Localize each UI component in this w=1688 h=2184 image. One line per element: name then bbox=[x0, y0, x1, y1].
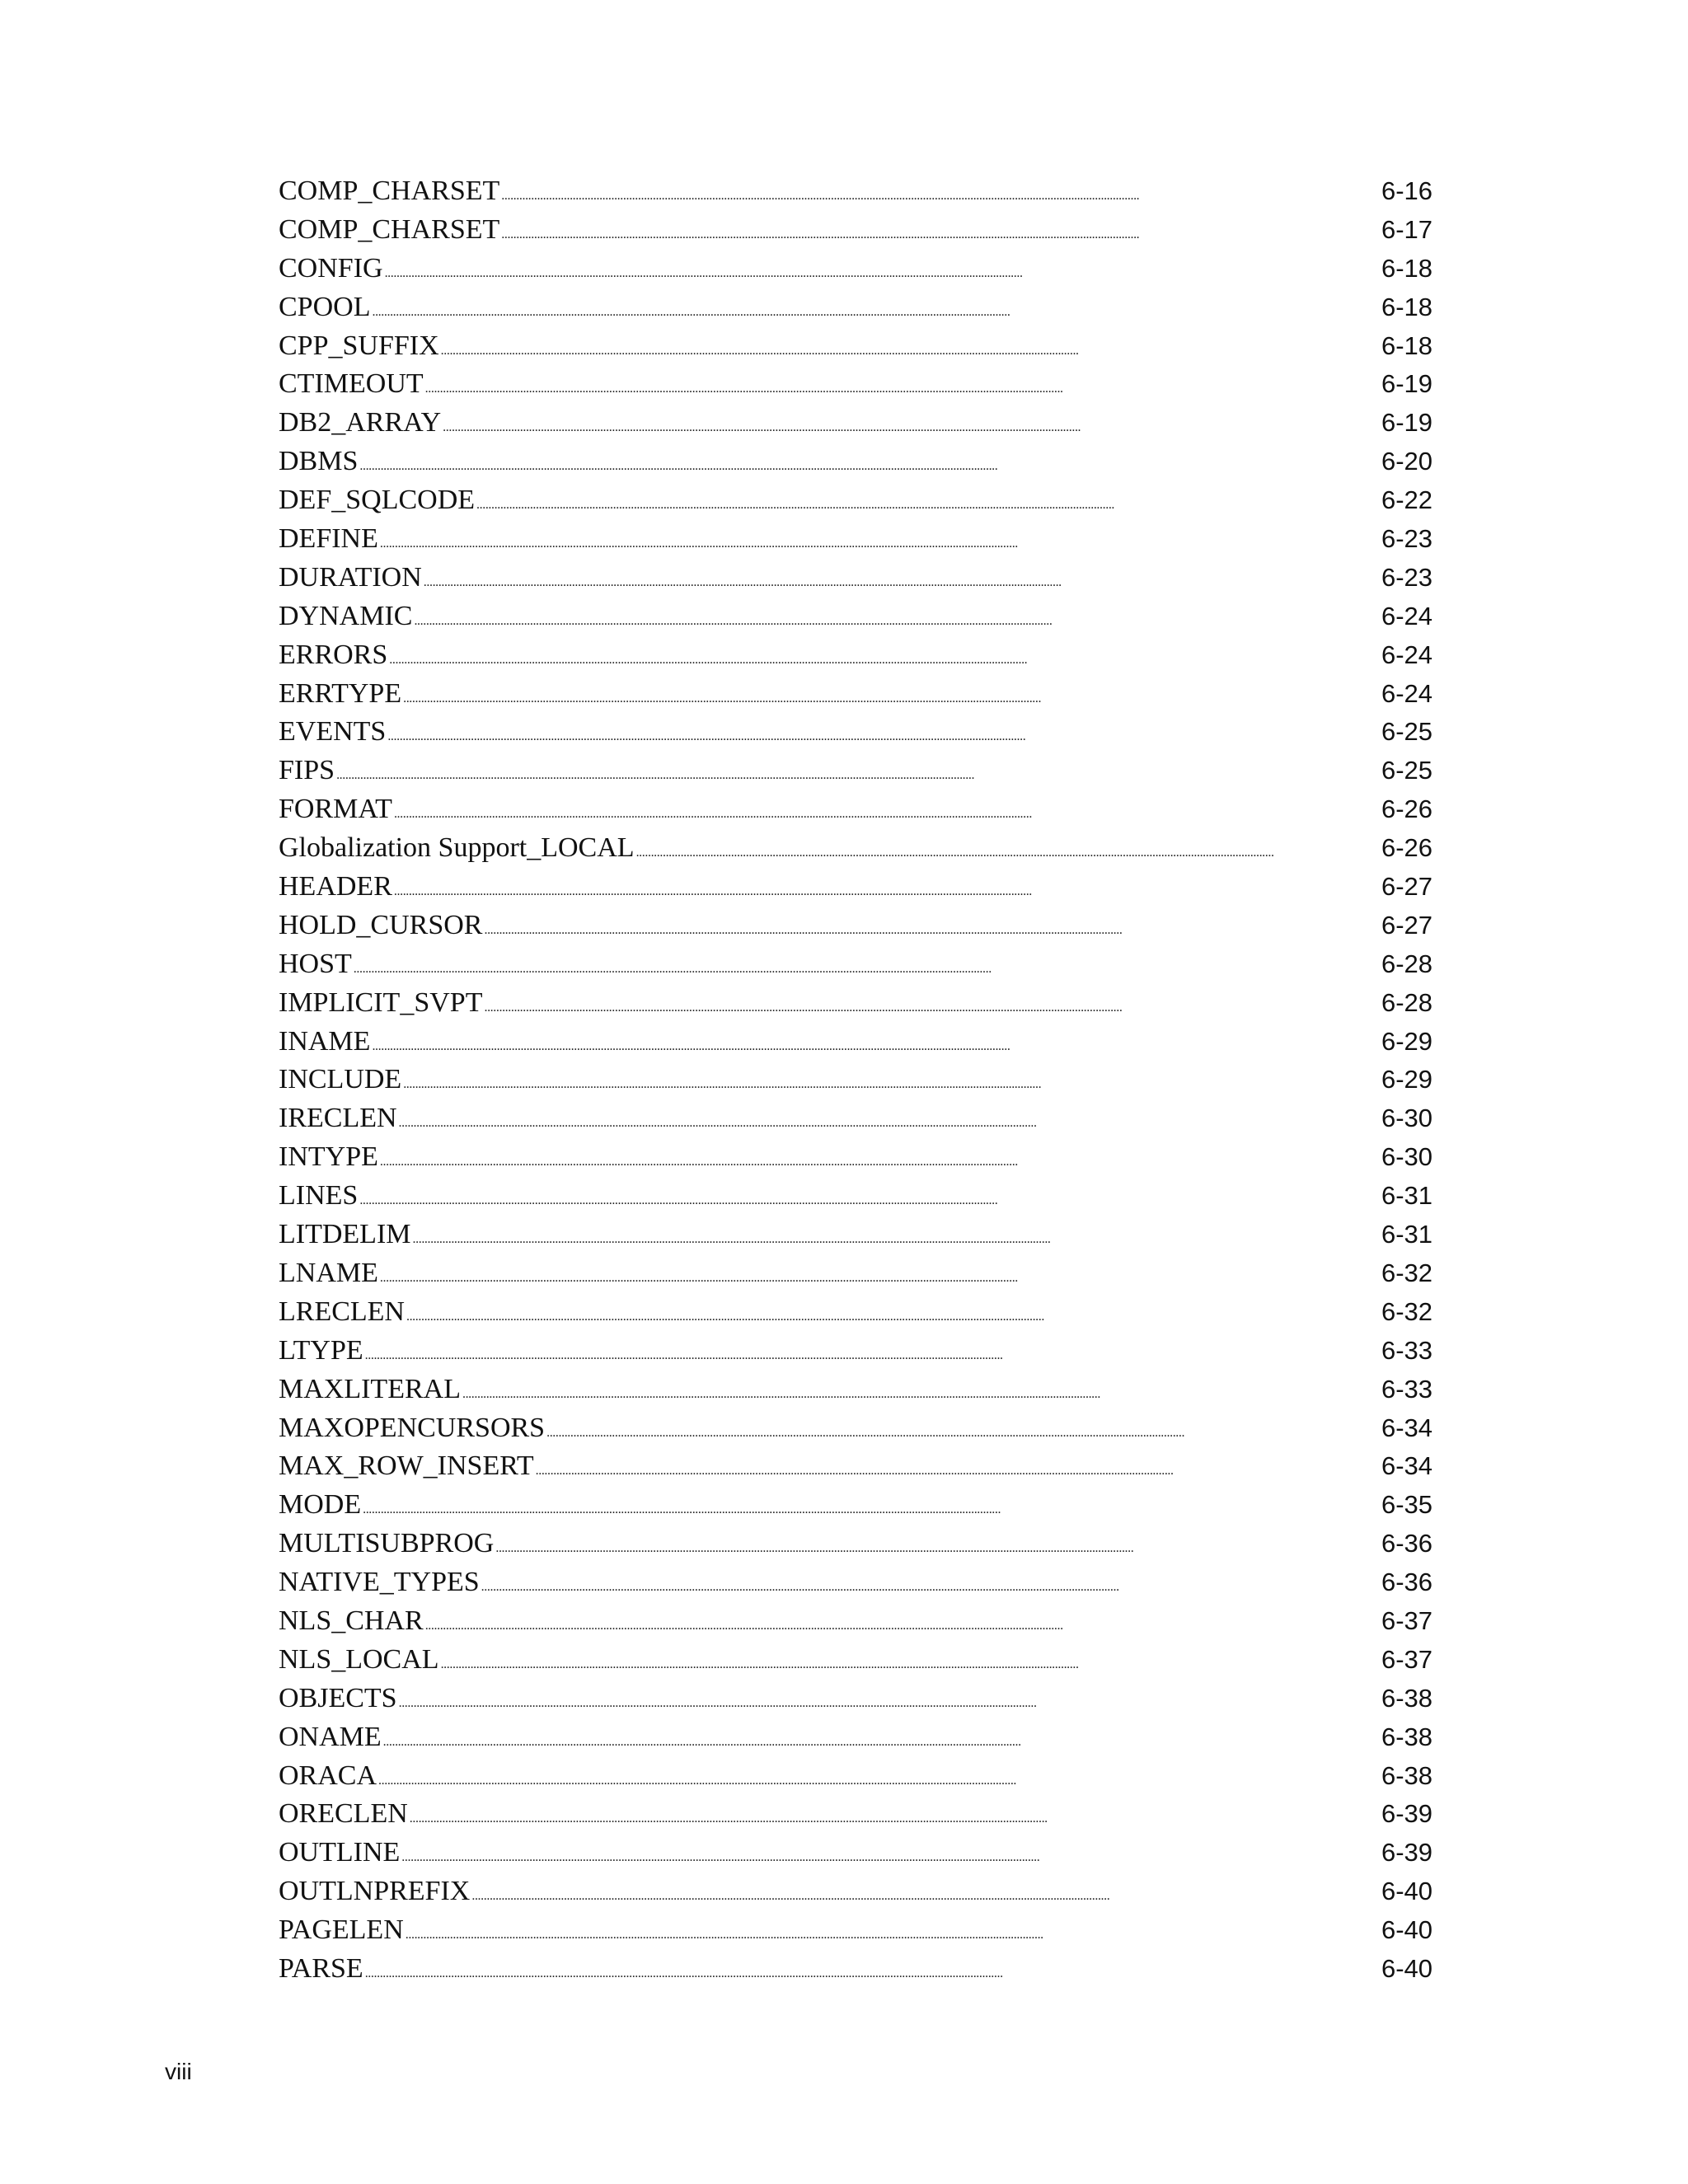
toc-entry[interactable] bbox=[279, 636, 1432, 675]
toc-entry[interactable] bbox=[279, 675, 1432, 714]
toc-entry-leader bbox=[279, 1950, 1350, 1989]
toc-entry-leader bbox=[279, 404, 1350, 443]
toc-entry-leader bbox=[279, 1138, 1350, 1177]
toc-entry-title: CONFIG bbox=[279, 252, 383, 284]
toc-entry-title: HEADER bbox=[279, 871, 392, 902]
toc-entry[interactable] bbox=[279, 1563, 1432, 1602]
toc-entry-leader bbox=[279, 1293, 1350, 1332]
toc-entry-page: 6-33 bbox=[1358, 1332, 1432, 1371]
toc-entry-leader bbox=[279, 443, 1350, 481]
toc-entry-page: 6-36 bbox=[1358, 1563, 1432, 1602]
toc-entry-leader bbox=[279, 172, 1350, 211]
toc-entry-page: 6-18 bbox=[1358, 327, 1432, 366]
toc-entry-page: 6-20 bbox=[1358, 443, 1432, 481]
toc-entry-page: 6-19 bbox=[1358, 365, 1432, 404]
toc-entry[interactable] bbox=[279, 172, 1432, 211]
toc-entry-page: 6-24 bbox=[1358, 675, 1432, 714]
toc-entry-title: IMPLICIT_SVPT bbox=[279, 987, 483, 1018]
toc-entry-page: 6-27 bbox=[1358, 907, 1432, 945]
toc-entry-leader bbox=[279, 1409, 1350, 1448]
toc-entry-title: Globalization Support_LOCAL bbox=[279, 832, 635, 864]
toc-entry[interactable] bbox=[279, 752, 1432, 790]
toc-entry-page: 6-40 bbox=[1358, 1950, 1432, 1989]
toc-entry-page: 6-23 bbox=[1358, 520, 1432, 559]
toc-entry-leader bbox=[279, 868, 1350, 907]
toc-entry-leader bbox=[279, 1834, 1350, 1872]
toc-entry[interactable] bbox=[279, 404, 1432, 443]
toc-entry-leader bbox=[279, 365, 1350, 404]
toc-entry-title: FORMAT bbox=[279, 794, 392, 825]
toc-entry-leader bbox=[279, 211, 1350, 250]
toc-entry[interactable] bbox=[279, 1216, 1432, 1254]
toc-entry[interactable] bbox=[279, 598, 1432, 636]
toc-entry-page: 6-40 bbox=[1358, 1872, 1432, 1911]
toc-entry-title: ERRTYPE bbox=[279, 677, 402, 709]
toc-entry-page: 6-32 bbox=[1358, 1293, 1432, 1332]
toc-entry-leader bbox=[279, 1099, 1350, 1138]
toc-entry-page: 6-19 bbox=[1358, 404, 1432, 443]
toc-entry[interactable] bbox=[279, 365, 1432, 404]
toc-entry-leader bbox=[279, 288, 1350, 327]
toc-entry-page: 6-37 bbox=[1358, 1602, 1432, 1641]
toc-entry-title: MAX_ROW_INSERT bbox=[279, 1451, 534, 1482]
toc-entry-title: COMP_CHARSET bbox=[279, 213, 500, 245]
toc-entry-leader bbox=[279, 1641, 1350, 1680]
toc-entry[interactable] bbox=[279, 945, 1432, 984]
toc-entry-leader bbox=[279, 1371, 1350, 1409]
toc-entry-leader bbox=[279, 1486, 1350, 1525]
toc-entry-page: 6-40 bbox=[1358, 1911, 1432, 1950]
toc-entry-leader bbox=[279, 984, 1350, 1023]
toc-entry-page: 6-23 bbox=[1358, 559, 1432, 598]
toc-entry-page: 6-28 bbox=[1358, 984, 1432, 1023]
toc-entry-title: IRECLEN bbox=[279, 1103, 397, 1134]
toc-entry[interactable] bbox=[279, 211, 1432, 250]
toc-entry-page: 6-28 bbox=[1358, 945, 1432, 984]
toc-entry-title: DB2_ARRAY bbox=[279, 407, 442, 438]
toc-entry-title: COMP_CHARSET bbox=[279, 176, 500, 206]
toc-entry[interactable] bbox=[279, 1795, 1432, 1834]
toc-entry-page: 6-24 bbox=[1358, 636, 1432, 675]
toc-entry-page: 6-34 bbox=[1358, 1409, 1432, 1448]
toc-entry[interactable] bbox=[279, 327, 1432, 366]
toc-entry-leader bbox=[279, 713, 1350, 752]
toc-entry-page: 6-26 bbox=[1358, 790, 1432, 829]
toc-entry-title: ORACA bbox=[279, 1760, 377, 1791]
toc-entry-leader bbox=[279, 1177, 1350, 1216]
toc-entry-title: DYNAMIC bbox=[279, 600, 413, 631]
toc-entry-title: DBMS bbox=[279, 446, 359, 477]
toc-entry-page: 6-30 bbox=[1358, 1138, 1432, 1177]
toc-entry-leader bbox=[279, 675, 1350, 714]
toc-entry-leader bbox=[279, 1680, 1350, 1718]
toc-entry-leader bbox=[279, 598, 1350, 636]
toc-entry[interactable] bbox=[279, 1680, 1432, 1718]
toc-entry-page: 6-22 bbox=[1358, 481, 1432, 520]
toc-entry-leader bbox=[279, 559, 1350, 598]
toc-entry-leader bbox=[279, 1563, 1350, 1602]
toc-entry-title: DURATION bbox=[279, 561, 422, 593]
toc-entry-title: NLS_CHAR bbox=[279, 1605, 424, 1636]
toc-entry-page: 6-17 bbox=[1358, 211, 1432, 250]
toc-entry[interactable] bbox=[279, 559, 1432, 598]
toc-entry-leader bbox=[279, 481, 1350, 520]
toc-entry-title: MULTISUBPROG bbox=[279, 1528, 495, 1559]
toc-entry-page: 6-39 bbox=[1358, 1834, 1432, 1872]
toc-entry-title: LRECLEN bbox=[279, 1296, 405, 1327]
toc-entry[interactable] bbox=[279, 1950, 1432, 1989]
toc-entry-leader bbox=[279, 1602, 1350, 1641]
page-number: viii bbox=[165, 2059, 192, 2084]
toc-entry-leader bbox=[279, 829, 1350, 868]
toc-entry-title: LNAME bbox=[279, 1257, 378, 1288]
toc-entry-page: 6-39 bbox=[1358, 1795, 1432, 1834]
toc-entry[interactable] bbox=[279, 1447, 1432, 1486]
toc-entry-page: 6-38 bbox=[1358, 1680, 1432, 1718]
toc-entry-title: MODE bbox=[279, 1489, 362, 1521]
toc-entry[interactable] bbox=[279, 829, 1432, 868]
toc-entry-title: CPP_SUFFIX bbox=[279, 330, 439, 361]
toc-entry[interactable] bbox=[279, 1641, 1432, 1680]
toc-entry-leader bbox=[279, 327, 1350, 366]
toc-entry-page: 6-31 bbox=[1358, 1177, 1432, 1216]
toc-entry-page: 6-36 bbox=[1358, 1525, 1432, 1563]
toc-entry[interactable] bbox=[279, 481, 1432, 520]
toc-entry[interactable] bbox=[279, 1138, 1432, 1177]
toc-entry[interactable] bbox=[279, 907, 1432, 945]
toc-entry-page: 6-38 bbox=[1358, 1757, 1432, 1796]
toc-entry-page: 6-34 bbox=[1358, 1447, 1432, 1486]
toc-entry-title: LTYPE bbox=[279, 1334, 363, 1366]
toc-entry-leader bbox=[279, 1525, 1350, 1563]
toc-entry-page: 6-30 bbox=[1358, 1099, 1432, 1138]
toc-entry-page: 6-29 bbox=[1358, 1061, 1432, 1099]
toc-entry-leader bbox=[279, 250, 1350, 288]
toc-entry-title: LITDELIM bbox=[279, 1219, 411, 1250]
toc-entry-page: 6-24 bbox=[1358, 598, 1432, 636]
toc-entry-title: CTIMEOUT bbox=[279, 368, 424, 400]
toc-entry-title: INTYPE bbox=[279, 1141, 378, 1173]
toc-entry-title: HOST bbox=[279, 948, 352, 979]
toc-entry-leader bbox=[279, 1795, 1350, 1834]
toc-entry-page: 6-18 bbox=[1358, 288, 1432, 327]
toc-entry[interactable] bbox=[279, 790, 1432, 829]
toc-entry[interactable] bbox=[279, 1409, 1432, 1448]
toc-entry-leader bbox=[279, 790, 1350, 829]
toc-entry[interactable] bbox=[279, 1293, 1432, 1332]
toc-entry-title: PAGELEN bbox=[279, 1915, 404, 1946]
toc-entry[interactable] bbox=[279, 1099, 1432, 1138]
toc-entry-title: CPOOL bbox=[279, 291, 371, 322]
toc-entry-page: 6-32 bbox=[1358, 1254, 1432, 1293]
toc-entry[interactable] bbox=[279, 1834, 1432, 1872]
toc-entry[interactable] bbox=[279, 868, 1432, 907]
toc-entry[interactable] bbox=[279, 1061, 1432, 1099]
toc-entry-page: 6-38 bbox=[1358, 1718, 1432, 1757]
toc-entry-page: 6-35 bbox=[1358, 1486, 1432, 1525]
toc-entry[interactable] bbox=[279, 1525, 1432, 1563]
toc-entry-title: ONAME bbox=[279, 1721, 382, 1752]
toc-entry-page: 6-18 bbox=[1358, 250, 1432, 288]
toc-entry-leader bbox=[279, 636, 1350, 675]
toc-entry[interactable] bbox=[279, 1757, 1432, 1796]
toc-entry-title: DEF_SQLCODE bbox=[279, 485, 476, 516]
toc-entry-page: 6-33 bbox=[1358, 1371, 1432, 1409]
toc-entry-title: ERRORS bbox=[279, 639, 388, 670]
toc-entry[interactable] bbox=[279, 1911, 1432, 1950]
toc-entry-leader bbox=[279, 1216, 1350, 1254]
toc-entry-title: ORECLEN bbox=[279, 1798, 408, 1830]
toc-entry-page: 6-37 bbox=[1358, 1641, 1432, 1680]
toc-entry-leader bbox=[279, 1911, 1350, 1950]
toc-entry[interactable] bbox=[279, 1602, 1432, 1641]
toc-entry-leader bbox=[279, 945, 1350, 984]
toc-entry-title: OUTLINE bbox=[279, 1837, 401, 1868]
toc-entry[interactable] bbox=[279, 1718, 1432, 1757]
toc-entry-page: 6-25 bbox=[1358, 713, 1432, 752]
toc-entry-title: MAXLITERAL bbox=[279, 1373, 461, 1404]
toc-entry[interactable] bbox=[279, 984, 1432, 1023]
toc-entry[interactable] bbox=[279, 1254, 1432, 1293]
toc-entry-leader bbox=[279, 1332, 1350, 1371]
toc-entry-title: NATIVE_TYPES bbox=[279, 1567, 480, 1598]
toc-entry[interactable] bbox=[279, 1023, 1432, 1062]
toc-entry[interactable] bbox=[279, 443, 1432, 481]
toc-entry-title: OBJECTS bbox=[279, 1682, 397, 1713]
toc-entry[interactable] bbox=[279, 1177, 1432, 1216]
toc-entry-title: LINES bbox=[279, 1180, 359, 1212]
toc-entry-page: 6-26 bbox=[1358, 829, 1432, 868]
toc-entry-title: PARSE bbox=[279, 1952, 363, 1984]
toc-entry[interactable] bbox=[279, 1332, 1432, 1371]
toc-entry-leader bbox=[279, 520, 1350, 559]
toc-entry-title: DEFINE bbox=[279, 523, 378, 555]
toc-entry[interactable] bbox=[279, 1371, 1432, 1409]
toc-entry-title: HOLD_CURSOR bbox=[279, 909, 483, 940]
toc-entry-title: MAXOPENCURSORS bbox=[279, 1412, 546, 1443]
toc-entry-leader bbox=[279, 752, 1350, 790]
toc-entry-leader bbox=[279, 1023, 1350, 1062]
toc-entry-page: 6-16 bbox=[1358, 172, 1432, 211]
toc-entry-title: INCLUDE bbox=[279, 1064, 402, 1095]
toc-entry-page: 6-31 bbox=[1358, 1216, 1432, 1254]
toc-entry-page: 6-29 bbox=[1358, 1023, 1432, 1062]
toc-entry-leader bbox=[279, 1254, 1350, 1293]
toc-entry-leader bbox=[279, 1872, 1350, 1911]
toc-entry-title: NLS_LOCAL bbox=[279, 1643, 439, 1675]
toc-entry-leader bbox=[279, 1447, 1350, 1486]
toc-entry-leader bbox=[279, 1718, 1350, 1757]
toc-entry[interactable] bbox=[279, 1486, 1432, 1525]
toc-entry[interactable] bbox=[279, 1872, 1432, 1911]
toc-entry-title: INAME bbox=[279, 1025, 371, 1057]
toc-entry[interactable] bbox=[279, 713, 1432, 752]
toc-entry-leader bbox=[279, 907, 1350, 945]
toc-entry-leader bbox=[279, 1061, 1350, 1099]
toc-entry[interactable] bbox=[279, 288, 1432, 327]
toc-entry-page: 6-25 bbox=[1358, 752, 1432, 790]
toc-entry-page: 6-27 bbox=[1358, 868, 1432, 907]
toc-entry-title: EVENTS bbox=[279, 716, 387, 748]
toc-entry[interactable] bbox=[279, 520, 1432, 559]
toc-entry-title: FIPS bbox=[279, 755, 335, 786]
toc-entry-title: OUTLNPREFIX bbox=[279, 1876, 471, 1907]
toc-entry-leader bbox=[279, 1757, 1350, 1796]
toc-entry[interactable] bbox=[279, 250, 1432, 288]
table-of-contents bbox=[279, 172, 1432, 1989]
